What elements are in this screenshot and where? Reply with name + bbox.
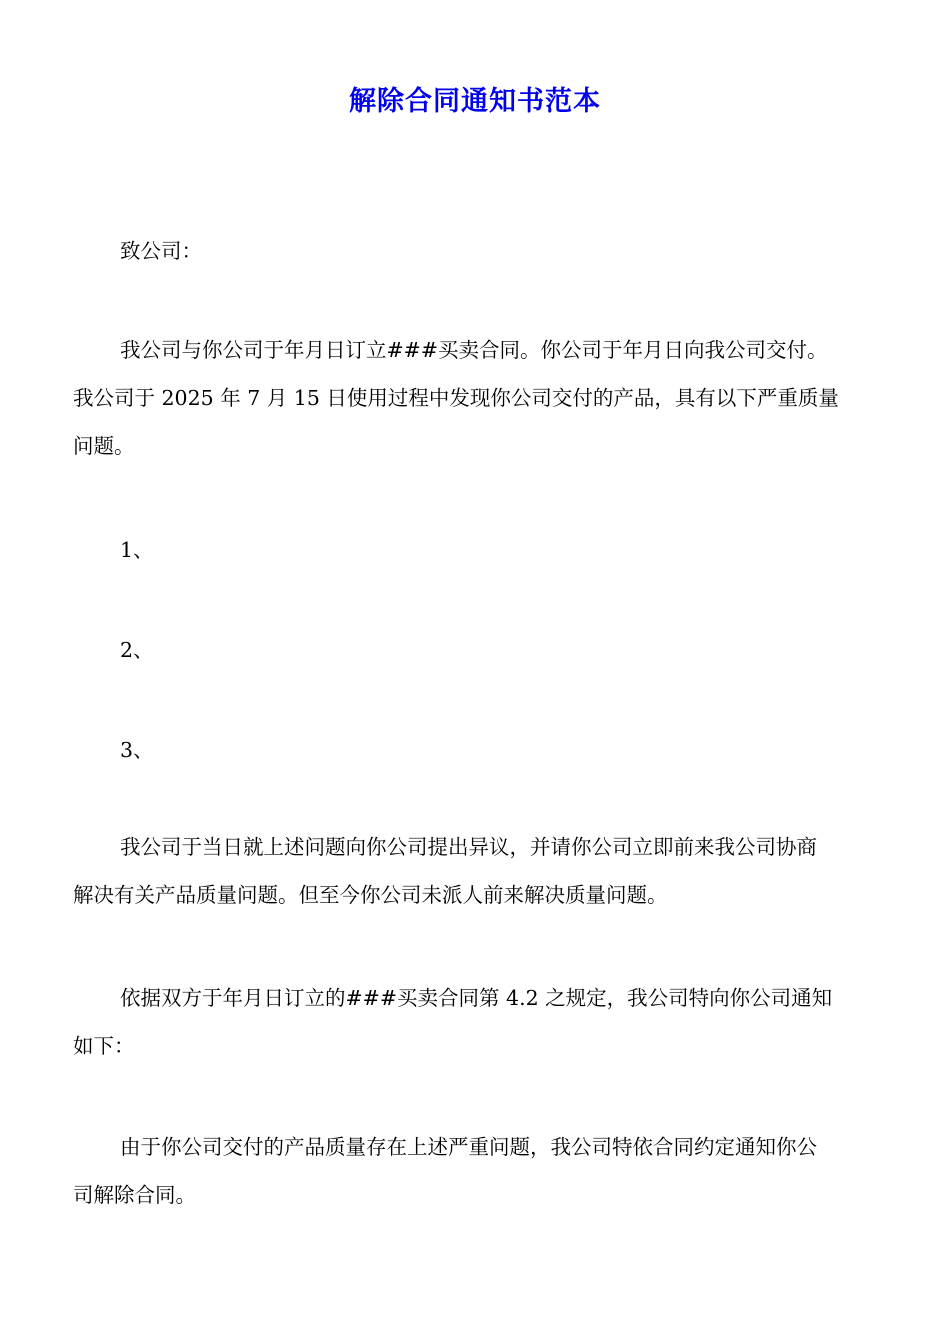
paragraph-3 bbox=[73, 974, 879, 1070]
paragraph-3-line-1: 依据双方于年月日订立的###买卖合同第 4.2 之规定，我公司特向你公司通知 bbox=[120, 986, 833, 1010]
salutation: 致公司： bbox=[120, 239, 202, 263]
paragraph-2-line-2: 解决有关产品质量问题。但至今你公司未派人前来解决质量问题。 bbox=[73, 883, 668, 907]
paragraph-4 bbox=[73, 1123, 879, 1219]
paragraph-1-line-1: 我公司与你公司于年月日订立###买卖合同。你公司于年月日向我公司交付。 bbox=[120, 338, 828, 362]
list-item-1: 1、 bbox=[120, 538, 154, 562]
paragraph-2-line-1: 我公司于当日就上述问题向你公司提出异议，并请你公司立即前来我公司协商 bbox=[120, 835, 817, 859]
paragraph-1-line-3: 问题。 bbox=[73, 434, 135, 458]
list-item-3: 3、 bbox=[120, 738, 154, 762]
list-item-2: 2、 bbox=[120, 638, 154, 662]
paragraph-3-line-2: 如下： bbox=[73, 1034, 135, 1058]
paragraph-4-line-1: 由于你公司交付的产品质量存在上述严重问题，我公司特依合同约定通知你公 bbox=[120, 1135, 817, 1159]
paragraph-1-line-2: 我公司于 2025 年 7 月 15 日使用过程中发现你公司交付的产品，具有以下严重质量 bbox=[73, 386, 839, 410]
document-title: 解除合同通知书范本 bbox=[349, 86, 601, 117]
paragraph-2 bbox=[73, 823, 879, 919]
paragraph-4-line-2: 司解除合同。 bbox=[73, 1183, 196, 1207]
paragraph-1 bbox=[73, 326, 879, 470]
